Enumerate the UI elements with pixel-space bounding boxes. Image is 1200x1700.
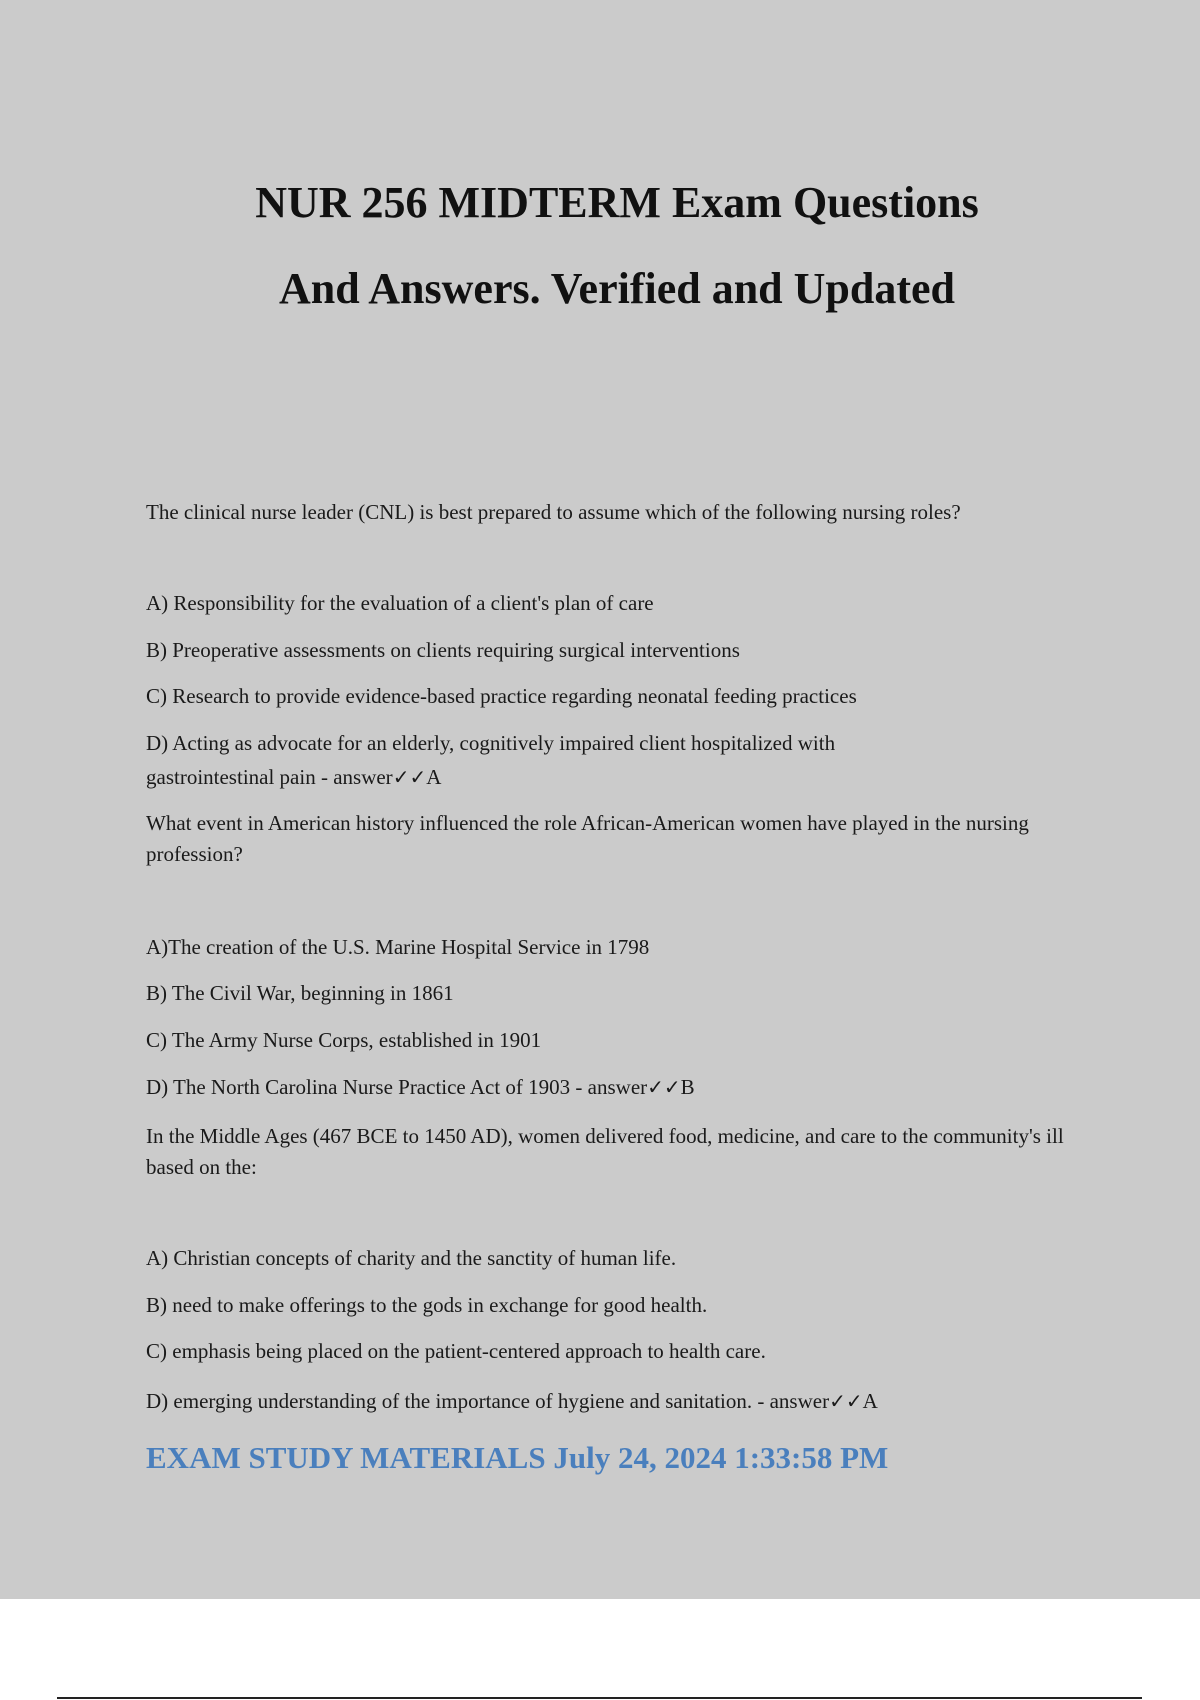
question-3-option-d: [146, 1386, 878, 1417]
question-2-option-a: A)The creation of the U.S. Marine Hospital Service in 1798: [146, 935, 650, 959]
question-3-option-b: B) need to make offerings to the gods in exchange for good health.: [146, 1293, 708, 1317]
question-3-text: In the Middle Ages (467 BCE to 1450 AD), women delivered food, medicine, and care to the community's ill based on the:: [146, 1124, 1064, 1179]
check-mark-icon: ✓✓: [647, 1075, 681, 1099]
study-materials-footer: EXAM STUDY MATERIALS July 24, 2024 1:33:58 PM: [146, 1440, 889, 1475]
question-2-option-d-text: D) The North Carolina Nurse Practice Act of 1903 - answer: [146, 1075, 648, 1099]
question-3-option-d-text: D) emerging understanding of the importance of hygiene and sanitation. - answer: [146, 1389, 830, 1413]
question-1-option-b: B) Preoperative assessments on clients requiring surgical interventions: [146, 638, 740, 662]
question-1-answer-line: [146, 762, 441, 793]
question-2-option-b: B) The Civil War, beginning in 1861: [146, 981, 454, 1005]
question-3-answer-letter: A: [862, 1389, 878, 1413]
question-1-text: The clinical nurse leader (CNL) is best prepared to assume which of the following nursing roles?: [146, 500, 961, 524]
document-title: [0, 160, 1200, 332]
question-3-option-a: A) Christian concepts of charity and the sanctity of human life.: [146, 1246, 677, 1270]
question-2-answer-letter: B: [680, 1075, 695, 1099]
question-1-option-c: C) Research to provide evidence-based practice regarding neonatal feeding practices: [146, 684, 857, 708]
question-2-option-d: [146, 1072, 695, 1103]
title-line-2: And Answers. Verified and Updated: [278, 264, 956, 313]
check-mark-icon: ✓✓: [829, 1389, 863, 1413]
question-2-text: What event in American history influenced the role African-American women have played in the nursing profession?: [146, 811, 1029, 866]
question-1-option-a: A) Responsibility for the evaluation of a client's plan of care: [146, 591, 654, 615]
question-1-option-d-continuation: gastrointestinal pain - answer: [146, 765, 393, 789]
question-1-answer-letter: A: [426, 765, 442, 789]
question-3-option-c: C) emphasis being placed on the patient-centered approach to health care.: [146, 1339, 766, 1363]
page-divider-rule: [57, 1697, 1142, 1699]
check-mark-icon: ✓✓: [392, 765, 427, 789]
question-2-option-c: C) The Army Nurse Corps, established in 1901: [146, 1028, 542, 1052]
title-line-1: NUR 256 MIDTERM Exam Questions: [255, 178, 979, 227]
question-1-option-d: D) Acting as advocate for an elderly, cognitively impaired client hospitalized with: [146, 731, 836, 755]
